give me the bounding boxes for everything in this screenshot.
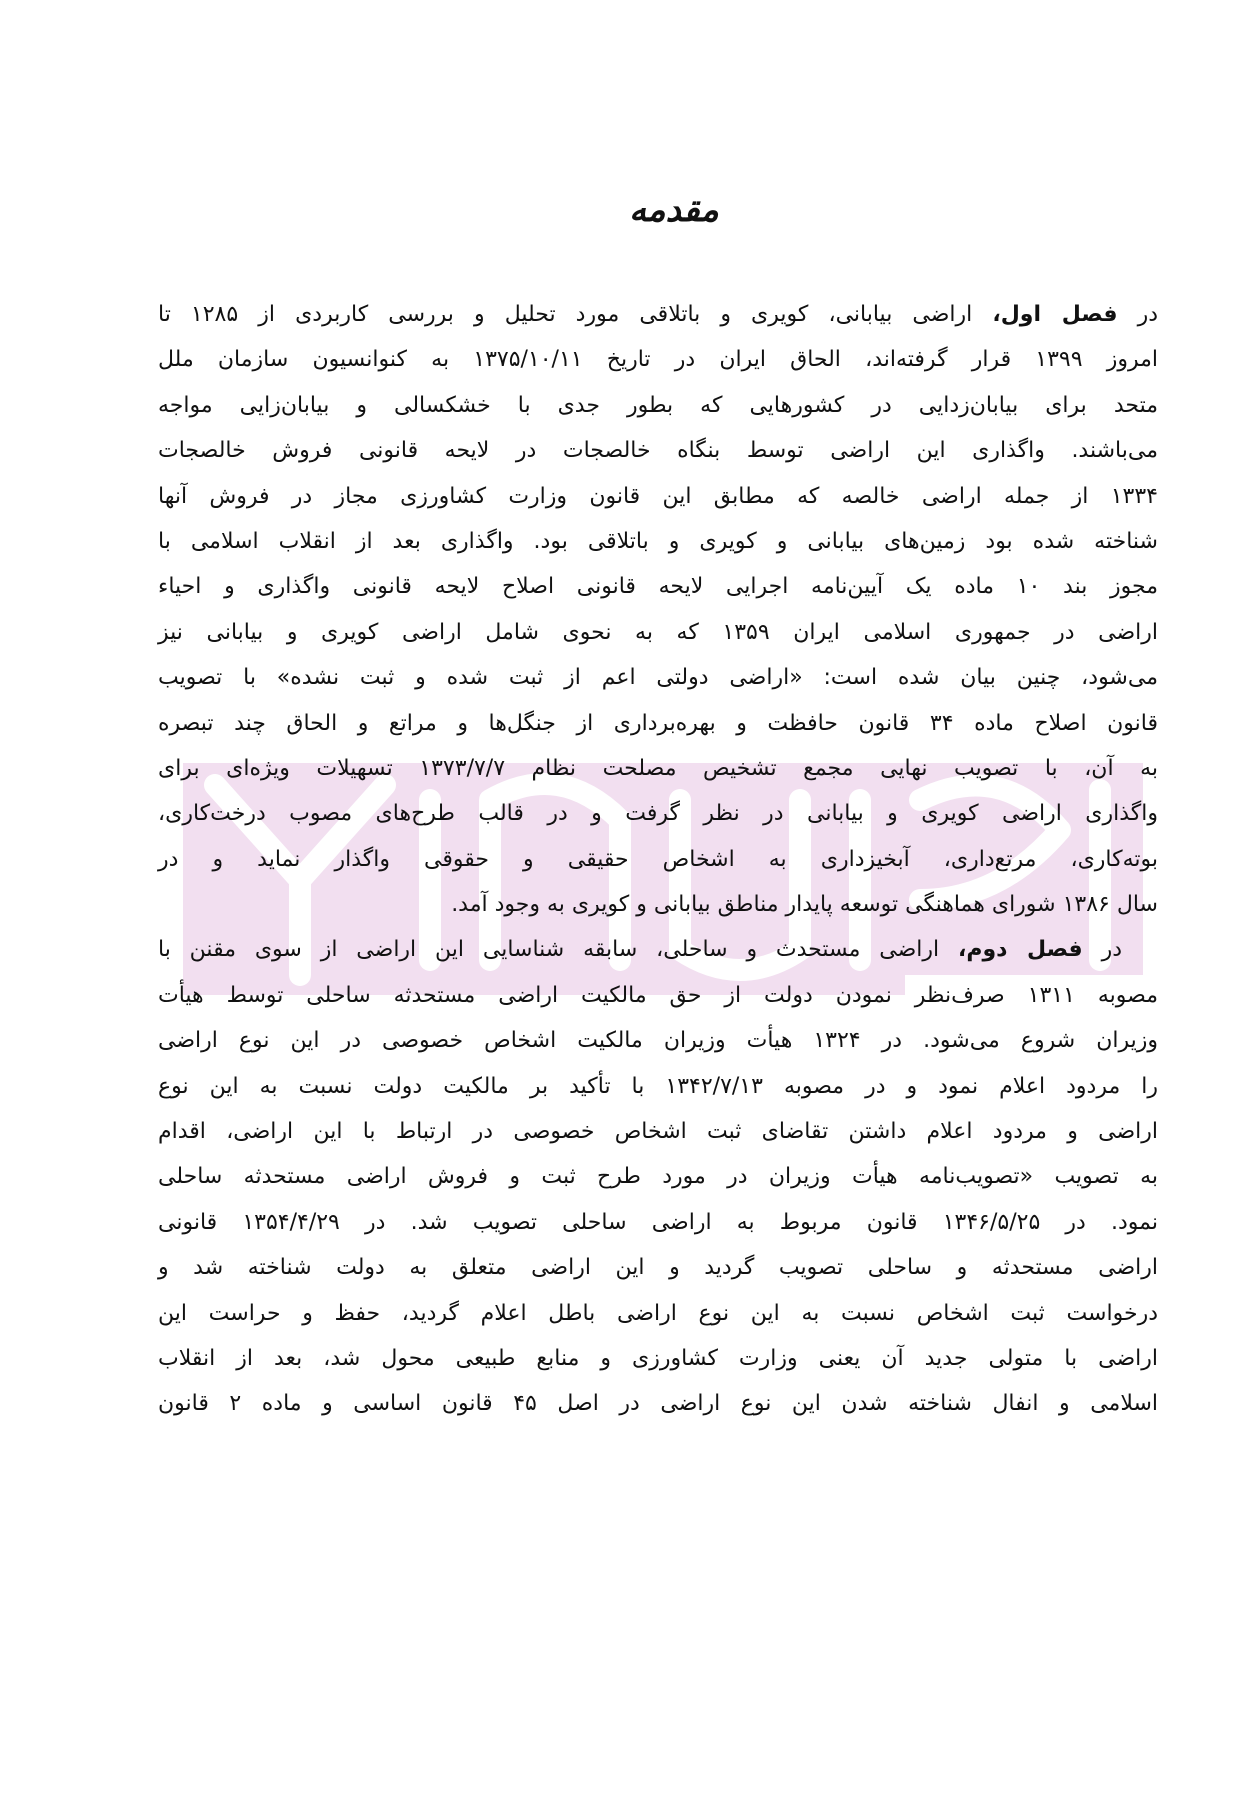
paragraph-1-line: سال ۱۳۸۶ شورای هماهنگی توسعه پایدار مناطق بیابانی و کویری به وجود آمد.	[451, 892, 1158, 918]
paragraph-1-line: اراضی در جمهوری اسلامی ایران ۱۳۵۹ که به نحوی شامل اراضی کویری و بیابانی نیز	[158, 619, 1159, 645]
paragraph-2-line: را مردود اعلام نمود و در مصوبه ۱۳۴۲/۷/۱۳ با تأکید بر مالکیت دولت نسبت به این نوع	[158, 1073, 1158, 1099]
paragraph-2-line: مصوبه ۱۳۱۱ صرف‌نظر نمودن دولت از حق مالکیت اراضی مستحدثه ساحلی توسط هیأت	[158, 982, 1158, 1008]
paragraph-1-line: به آن، با تصویب نهایی مجمع تشخیص مصلحت نظام ۱۳۷۳/۷/۷ تسهیلات ویژه‌ای برای	[158, 755, 1159, 781]
paragraph-1-line: شناخته شده بود زمین‌های بیابانی و کویری و باتلاقی بود. واگذاری بعد از انقلاب اسلامی با	[158, 528, 1158, 554]
paragraph-1-line-1	[158, 292, 1158, 337]
paragraph-1-line: متحد برای بیابان‌زدایی در کشورهایی که بطور جدی با خشکسالی و بیابان‌زایی مواجه	[158, 392, 1158, 418]
paragraph-2-line: درخواست ثبت اشخاص نسبت به این نوع اراضی باطل اعلام گردید، حفظ و حراست این	[158, 1300, 1158, 1326]
chapter-2-label: فصل دوم،	[958, 937, 1083, 963]
document-body	[158, 292, 1158, 1427]
paragraph-2-line: وزیران شروع می‌شود. در ۱۳۲۴ هیأت وزیران مالکیت اشخاص خصوصی در این نوع اراضی	[158, 1028, 1158, 1054]
text-fragment: در	[1082, 937, 1122, 963]
paragraph-2-line: اسلامی و انفال شناخته شدن این نوع اراضی در اصل ۴۵ قانون اساسی و ماده ۲ قانون	[158, 1391, 1158, 1417]
chapter-1-label: فصل اول،	[992, 302, 1118, 327]
paragraph-1-line: امروز ۱۳۹۹ قرار گرفته‌اند، الحاق ایران در تاریخ ۱۳۷۵/۱۰/۱۱ به کنوانسیون سازمان ملل	[158, 347, 1159, 373]
paragraph-1-line: مجوز بند ۱۰ ماده یک آیین‌نامه اجرایی لایحه قانونی اصلاح لایحه قانونی واگذاری و احیاء	[158, 574, 1158, 600]
paragraph-1-line: بوته‌کاری، مرتع‌داری، آبخیزداری به اشخاص حقیقی و حقوقی واگذار نماید و در	[158, 846, 1158, 872]
paragraph-1-line: ۱۳۳۴ از جمله اراضی خالصه که مطابق این قانون وزارت کشاورزی مجاز در فروش آنها	[158, 483, 1158, 509]
paragraph-1-line: می‌شود، چنین بیان شده است: «اراضی دولتی اعم از ثبت شده و ثبت نشده» با تصویب	[158, 665, 1158, 691]
text-fragment: اراضی بیابانی، کویری و باتلاقی مورد تحلیل و بررسی کاربردی از ۱۲۸۵ تا	[158, 302, 993, 327]
paragraph-1-line: واگذاری اراضی کویری و بیابانی در نظر گرفت و در قالب طرح‌های مصوب درخت‌کاری،	[158, 801, 1158, 827]
paragraph-1-line: می‌باشند. واگذاری این اراضی توسط بنگاه خالصجات در لایحه قانونی فروش خالصجات	[158, 438, 1158, 464]
page-title: مقدمه	[629, 190, 719, 230]
text-fragment: در	[1117, 302, 1159, 327]
paragraph-1-line: قانون اصلاح ماده ۳۴ قانون حافظت و بهره‌برداری از جنگل‌ها و مراتع و الحاق چند تبصره	[158, 710, 1159, 736]
text-fragment: اراضی مستحدث و ساحلی، سابقه شناسایی این اراضی از سوی مقنن با	[158, 937, 959, 963]
paragraph-2-line: به تصویب «تصویب‌نامه هیأت وزیران در مورد طرح ثبت و فروش اراضی مستحدثه ساحلی	[158, 1164, 1158, 1190]
paragraph-2-line: اراضی و مردود اعلام داشتن تقاضای ثبت اشخاص خصوصی در ارتباط با این اراضی، اقدام	[158, 1119, 1158, 1145]
paragraph-2-line: اراضی مستحدثه و ساحلی تصویب گردید و این اراضی متعلق به دولت شناخته شد و	[158, 1255, 1158, 1281]
paragraph-2-line: اراضی با متولی جدید آن یعنی وزارت کشاورزی و منابع طبیعی محول شد، بعد از انقلاب	[158, 1345, 1158, 1371]
paragraph-2-line: نمود. در ۱۳۴۶/۵/۲۵ قانون مربوط به اراضی ساحلی تصویب شد. در ۱۳۵۴/۴/۲۹ قانونی	[158, 1209, 1158, 1235]
paragraph-2-line-1	[158, 927, 1158, 972]
